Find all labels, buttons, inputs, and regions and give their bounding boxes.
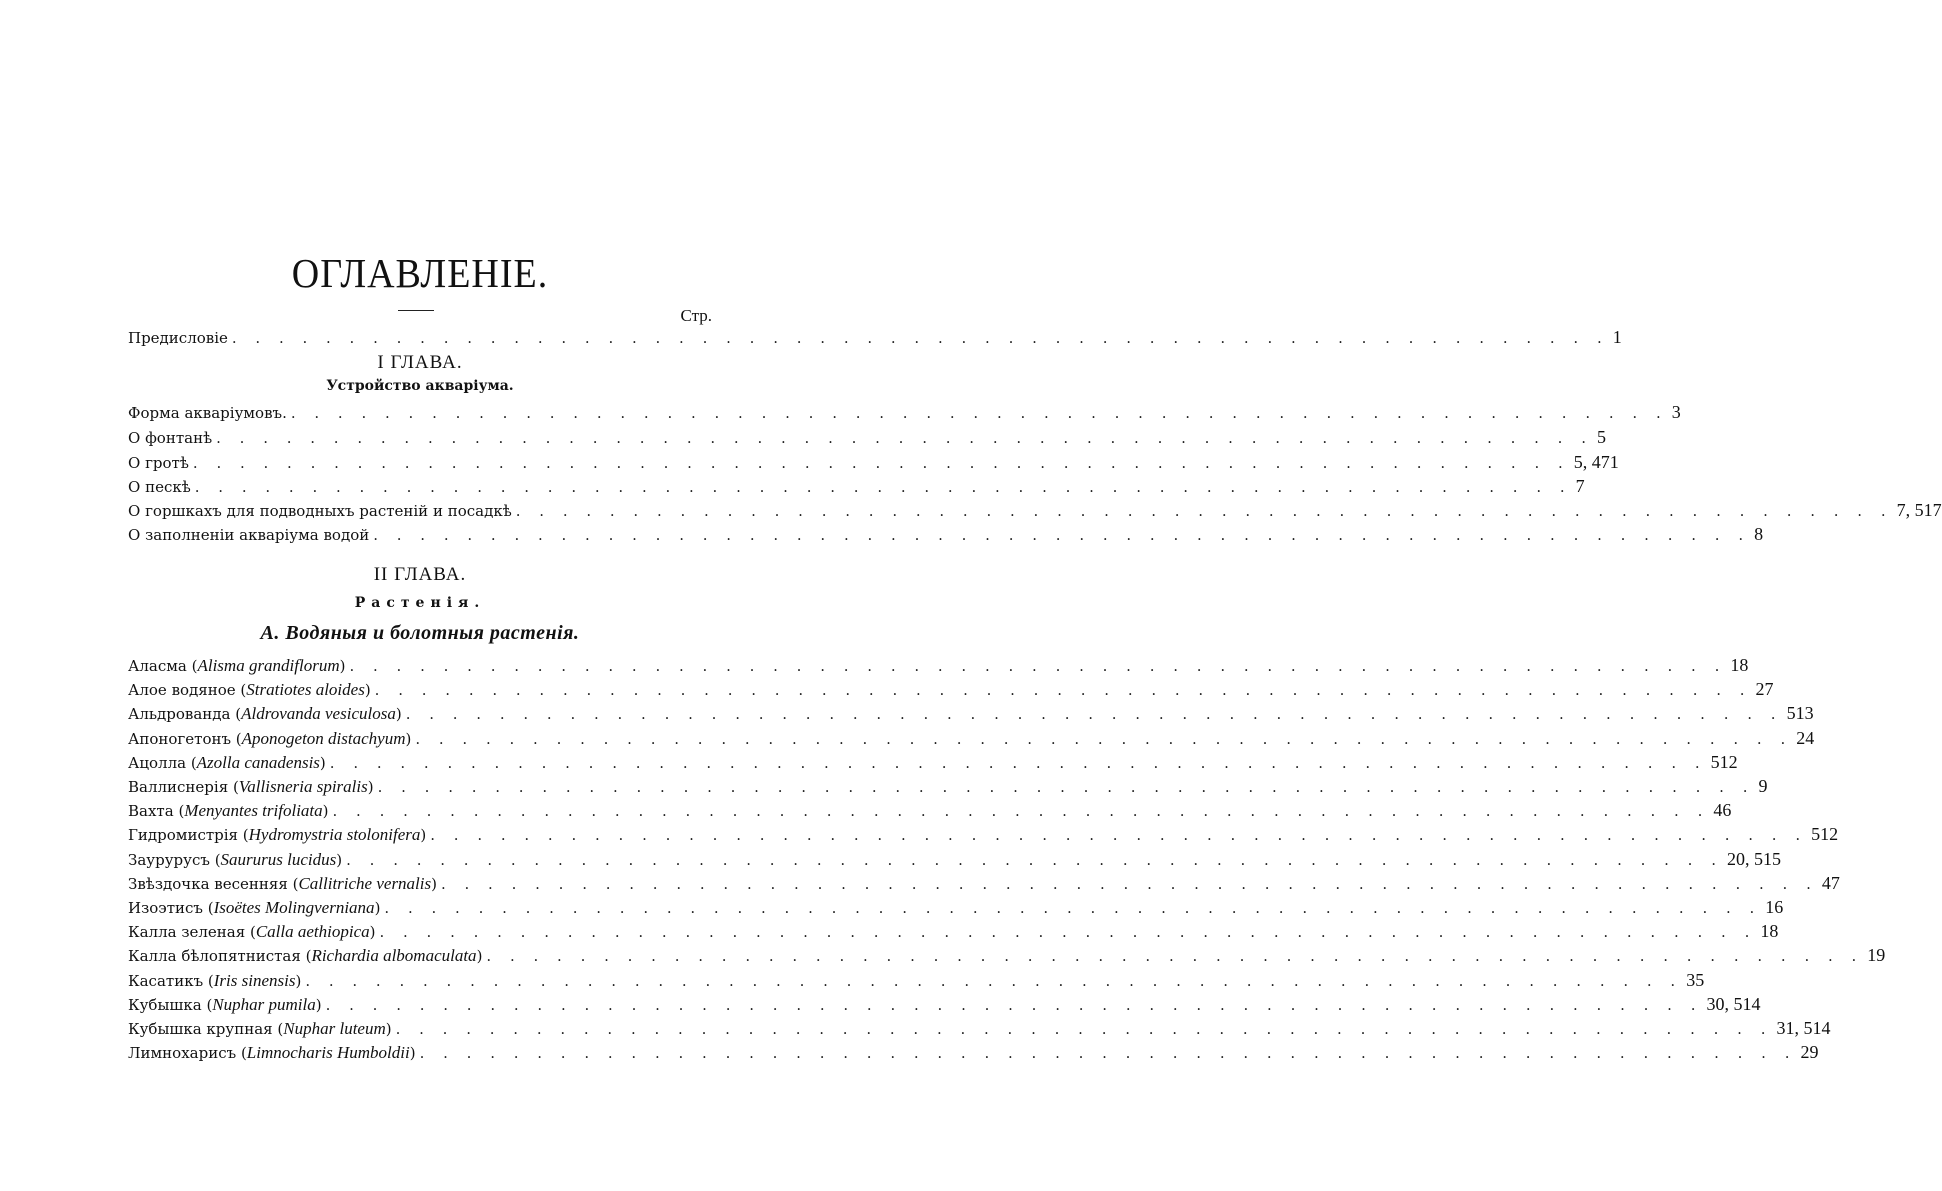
- latin-name: Iris sinensis: [213, 971, 296, 990]
- page-title: ОГЛАВЛЕНIЕ.: [291, 251, 549, 297]
- entry-page: 24: [1796, 728, 1815, 748]
- latin-name: Saururus lucidus: [220, 850, 337, 869]
- latin-name: Azolla canadensis: [196, 753, 320, 772]
- entry-page: 512: [1710, 752, 1738, 772]
- dot-leader: . . . . . . . . . . . . . . . . . . . . . . . . . . . . . . . . . . . . . . . . . . . . . . . . . . . . . . . . . . .: [290, 404, 1668, 422]
- entry-page: 5, 471: [1573, 452, 1619, 472]
- entry-title: Валлиснерія (Vallisneria spiralis): [128, 777, 374, 796]
- dot-leader: . . . . . . . . . . . . . . . . . . . . . . . . . . . . . . . . . . . . . . . . . . . . . . . . . . . . . . . . . . .: [419, 1044, 1797, 1062]
- section-heading: А. Водяныя и болотныя растенія.: [260, 622, 580, 644]
- entry-title: Кубышка крупная (Nuphar luteum): [128, 1019, 392, 1038]
- toc-entry: [128, 895, 1784, 919]
- dot-leader: . . . . . . . . . . . . . . . . . . . . . . . . . . . . . . . . . . . . . . . . . . . . . . . . . . . . . . . . . . .: [384, 899, 1762, 917]
- latin-name: Menyantes trifoliata: [184, 801, 323, 820]
- entry-page: 35: [1686, 970, 1705, 990]
- toc-entry: [128, 1016, 1831, 1040]
- latin-name: Limnocharis Humboldii: [246, 1043, 410, 1062]
- toc-entry: [128, 750, 1738, 774]
- entry-page: 27: [1755, 679, 1774, 699]
- dot-leader: . . . . . . . . . . . . . . . . . . . . . . . . . . . . . . . . . . . . . . . . . . . . . . . . . . . . . . . . . . .: [192, 454, 1570, 472]
- entry-title: Аласма (Alisma grandiflorum): [128, 656, 346, 675]
- dot-leader: . . . . . . . . . . . . . . . . . . . . . . . . . . . . . . . . . . . . . . . . . . . . . . . . . . . . . . . . . . .: [395, 1020, 1773, 1038]
- entry-title: Лимнохарисъ (Limnocharis Humboldii): [128, 1043, 416, 1062]
- latin-name: Aldrovanda vesiculosa: [241, 704, 396, 723]
- entry-page: 1: [1612, 327, 1622, 347]
- entry-title: Калла бѣлопятнистая (Richardia albomaculata): [128, 946, 483, 965]
- chapter-heading: II ГЛАВА.: [373, 564, 467, 585]
- toc-entry: [128, 943, 1886, 967]
- dot-leader: . . . . . . . . . . . . . . . . . . . . . . . . . . . . . . . . . . . . . . . . . . . . . . . . . . . . . . . . . . .: [332, 802, 1710, 820]
- entry-page: 18: [1760, 921, 1779, 941]
- entry-title: Апоногетонъ (Aponogeton distachyum): [128, 729, 412, 748]
- toc-entry: [128, 498, 1942, 522]
- dot-leader: . . . . . . . . . . . . . . . . . . . . . . . . . . . . . . . . . . . . . . . . . . . . . . . . . . . . . . . . . . .: [430, 826, 1808, 844]
- latin-name: Isoëtes Molingverniana: [213, 898, 375, 917]
- dot-leader: . . . . . . . . . . . . . . . . . . . . . . . . . . . . . . . . . . . . . . . . . . . . . . . . . . . . . . . . . . .: [377, 778, 1755, 796]
- latin-name: Vallisneria spiralis: [238, 777, 368, 796]
- toc-entry: [128, 822, 1839, 846]
- latin-name: Callitriche vernalis: [298, 874, 432, 893]
- entry-title: Кубышка (Nuphar pumila): [128, 995, 322, 1014]
- dot-leader: . . . . . . . . . . . . . . . . . . . . . . . . . . . . . . . . . . . . . . . . . . . . . . . . . . . . . . . . . . .: [440, 875, 1818, 893]
- toc-entry: [128, 847, 1781, 871]
- entry-title: Форма аквapiумовъ.: [128, 404, 287, 422]
- entry-title: Предисловіе: [128, 329, 228, 347]
- entry-page: 16: [1765, 897, 1784, 917]
- entry-page: 20, 515: [1727, 849, 1781, 869]
- entry-title: О горшкахъ для подводныхъ растеній и посадкѣ: [128, 502, 512, 520]
- entry-page: 31, 514: [1776, 1018, 1831, 1038]
- entry-title: Альдрованда (Aldrovanda vesiculosa): [128, 704, 402, 723]
- entry-title: Звѣздочка весенняя (Callitriche vernalis): [128, 874, 437, 893]
- dot-leader: . . . . . . . . . . . . . . . . . . . . . . . . . . . . . . . . . . . . . . . . . . . . . . . . . . . . . . . . . . .: [415, 730, 1793, 748]
- chapter-heading: I ГЛАВА.: [377, 352, 463, 373]
- toc-entry: [128, 677, 1774, 701]
- latin-name: Nuphar luteum: [283, 1019, 386, 1038]
- toc-entry: [128, 701, 1814, 725]
- latin-name: Alisma grandiflorum: [197, 656, 340, 675]
- toc-entry: [128, 774, 1768, 798]
- entry-title: Изоэтисъ (Isoëtes Molingverniana): [128, 898, 381, 917]
- entry-title: О фонтанѣ: [128, 429, 213, 447]
- entry-title: Заурурусъ (Saururus lucidus): [128, 850, 343, 869]
- toc-entry: [128, 653, 1749, 677]
- dot-leader: . . . . . . . . . . . . . . . . . . . . . . . . . . . . . . . . . . . . . . . . . . . . . . . . . . . . . . . . . . .: [194, 478, 1572, 496]
- toc-entry: [128, 968, 1705, 992]
- dot-leader: . . . . . . . . . . . . . . . . . . . . . . . . . . . . . . . . . . . . . . . . . . . . . . . . . . . . . . . . . . .: [346, 851, 1723, 869]
- dot-leader: . . . . . . . . . . . . . . . . . . . . . . . . . . . . . . . . . . . . . . . . . . . . . . . . . . . . . . . . . . .: [325, 996, 1703, 1014]
- dot-leader: . . . . . . . . . . . . . . . . . . . . . . . . . . . . . . . . . . . . . . . . . . . . . . . . . . . . . . . . . . .: [216, 429, 1593, 447]
- entry-page: 19: [1867, 945, 1886, 965]
- latin-name: Nuphar pumila: [212, 995, 316, 1014]
- entry-page: 30, 514: [1706, 994, 1761, 1014]
- entry-title: Ацолла (Azolla canadensis): [128, 753, 326, 772]
- entry-page: 46: [1713, 800, 1732, 820]
- entry-title: О гротѣ: [128, 454, 189, 472]
- dot-leader: . . . . . . . . . . . . . . . . . . . . . . . . . . . . . . . . . . . . . . . . . . . . . . . . . . . . . . . . . . .: [373, 526, 1751, 544]
- toc-entry: [128, 325, 1622, 349]
- toc-entry: [128, 450, 1619, 474]
- toc-entry: [128, 474, 1585, 498]
- entry-title: Гидромистрія (Hydromystria stolonifera): [128, 825, 427, 844]
- page-column-label: Стр.: [680, 306, 712, 325]
- entry-page: 3: [1671, 402, 1681, 422]
- latin-name: Stratiotes aloides: [246, 680, 365, 699]
- entry-page: 8: [1754, 524, 1764, 544]
- entry-title: Калла зеленая (Calla aethiopica): [128, 922, 376, 941]
- entry-page: 512: [1811, 824, 1839, 844]
- dot-leader: . . . . . . . . . . . . . . . . . . . . . . . . . . . . . . . . . . . . . . . . . . . . . . . . . . . . . . . . . . .: [405, 705, 1783, 723]
- toc-entry: [128, 522, 1764, 546]
- dot-leader: . . . . . . . . . . . . . . . . . . . . . . . . . . . . . . . . . . . . . . . . . . . . . . . . . . . . . . . . . . .: [515, 502, 1893, 520]
- entry-page: 513: [1786, 703, 1814, 723]
- entry-page: 7: [1575, 476, 1585, 496]
- entry-page: 5: [1597, 427, 1606, 447]
- entry-title: О пескѣ: [128, 478, 191, 496]
- dot-leader: . . . . . . . . . . . . . . . . . . . . . . . . . . . . . . . . . . . . . . . . . . . . . . . . . . . . . . . . . . .: [379, 923, 1757, 941]
- dot-leader: . . . . . . . . . . . . . . . . . . . . . . . . . . . . . . . . . . . . . . . . . . . . . . . . . . . . . . . . . . .: [374, 681, 1752, 699]
- dot-leader: . . . . . . . . . . . . . . . . . . . . . . . . . . . . . . . . . . . . . . . . . . . . . . . . . . . . . . . . . . .: [329, 754, 1707, 772]
- title-rule: [398, 310, 434, 311]
- toc-entry: [128, 425, 1606, 449]
- latin-name: Richardia albomaculata: [311, 946, 477, 965]
- latin-name: Hydromystria stolonifera: [248, 825, 421, 844]
- chapter-subheading: Устройство аквapiумa.: [326, 378, 514, 394]
- toc-entry: [128, 798, 1732, 822]
- entry-title: Алое водяное (Stratiotes aloides): [128, 680, 371, 699]
- latin-name: Calla aethiopica: [255, 922, 370, 941]
- entry-page: 9: [1758, 776, 1768, 796]
- entry-page: 47: [1821, 873, 1840, 893]
- dot-leader: . . . . . . . . . . . . . . . . . . . . . . . . . . . . . . . . . . . . . . . . . . . . . . . . . . . . . . . . . . .: [305, 972, 1683, 990]
- dot-leader: . . . . . . . . . . . . . . . . . . . . . . . . . . . . . . . . . . . . . . . . . . . . . . . . . . . . . . . . . . .: [349, 657, 1727, 675]
- entry-title: Касатикъ (Iris sinensis): [128, 971, 302, 990]
- toc-entry: [128, 919, 1779, 943]
- entry-page: 18: [1730, 655, 1749, 675]
- toc-entry: [128, 992, 1761, 1016]
- toc-entry: [128, 1040, 1819, 1064]
- toc-entry: [128, 726, 1815, 750]
- entry-page: 29: [1800, 1042, 1819, 1062]
- toc-entry: [128, 400, 1681, 424]
- entry-title: Вахта (Menyantes trifoliata): [128, 801, 329, 820]
- dot-leader: . . . . . . . . . . . . . . . . . . . . . . . . . . . . . . . . . . . . . . . . . . . . . . . . . . . . . . . . . . .: [486, 947, 1864, 965]
- entry-page: 7, 517: [1896, 500, 1942, 520]
- chapter-subheading: Растенія.: [354, 595, 486, 611]
- dot-leader: . . . . . . . . . . . . . . . . . . . . . . . . . . . . . . . . . . . . . . . . . . . . . . . . . . . . . . . . . . .: [231, 329, 1609, 347]
- latin-name: Aponogeton distachyum: [241, 729, 406, 748]
- toc-entry: [128, 871, 1840, 895]
- entry-title: О заполненіи акваріума водой: [128, 526, 370, 544]
